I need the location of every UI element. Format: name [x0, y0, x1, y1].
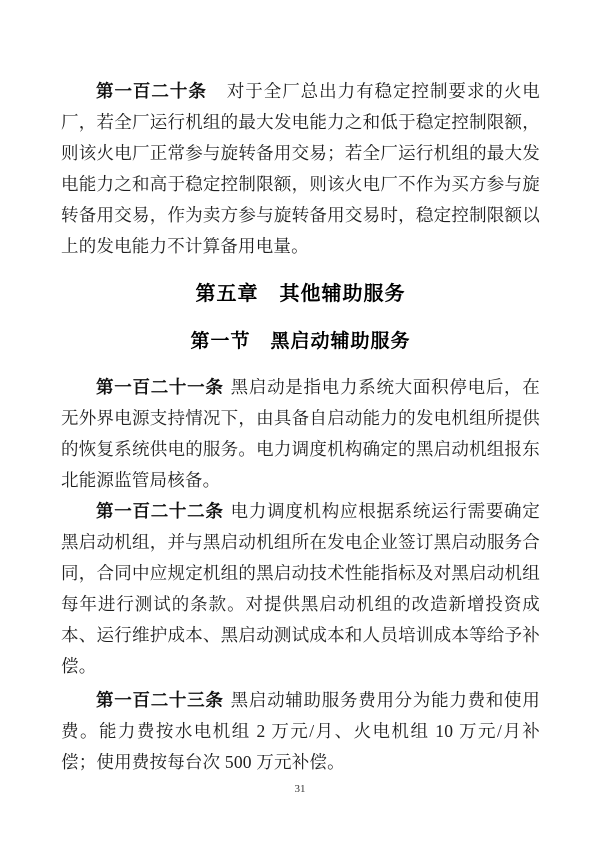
- section-1-heading: 第一节 黑启动辅助服务: [190, 331, 411, 352]
- article-121-text: 黑启动是指电力系统大面积停电后，在无外界电源支持情况下，由具备自启动能力的发电机组所提供的恢复系统供电的服务。电力调度机构确定的黑启动机组报东北能源监管局核备。: [61, 377, 540, 490]
- document-body: [61, 76, 540, 778]
- paragraph-article-122: [61, 496, 540, 682]
- article-123-text: 黑启动辅助服务费用分为能力费和使用费。能力费按水电机组 2 万元/月、火电机组 10 万元/月补偿；使用费按每台次 500 万元补偿。: [61, 690, 540, 772]
- paragraph-article-120: [61, 76, 540, 262]
- page-number: 31: [294, 783, 306, 795]
- chapter-5-heading: 第五章 其他辅助服务: [195, 283, 406, 305]
- article-120-text: 对于全厂总出力有稳定控制要求的火电厂，若全厂运行机组的最大发电能力之和低于稳定控制限额，则该火电厂正常参与旋转备用交易；若全厂运行机组的最大发电能力之和高于稳定控制限额，则该火电厂不作为买方参与旋转备用交易，作为卖方参与旋转备用交易时，稳定控制限额以上的发电能力不计算备用电量。: [61, 81, 540, 256]
- paragraph-article-123: [61, 685, 540, 778]
- article-122-text: 电力调度机构应根据系统运行需要确定黑启动机组，并与黑启动机组所在发电企业签订黑启动服务合同，合同中应规定机组的黑启动技术性能指标及对黑启动机组每年进行测试的条款。对提供黑启动机组的改造新增投资成本、运行维护成本、黑启动测试成本和人员培训成本等给予补偿。: [61, 501, 540, 676]
- article-121-number: 第一百二十一条: [96, 377, 224, 397]
- article-123-number: 第一百二十三条: [96, 690, 224, 710]
- article-120-number: 第一百二十条: [96, 81, 207, 101]
- paragraph-article-121: [61, 372, 540, 496]
- article-122-number: 第一百二十二条: [96, 501, 224, 521]
